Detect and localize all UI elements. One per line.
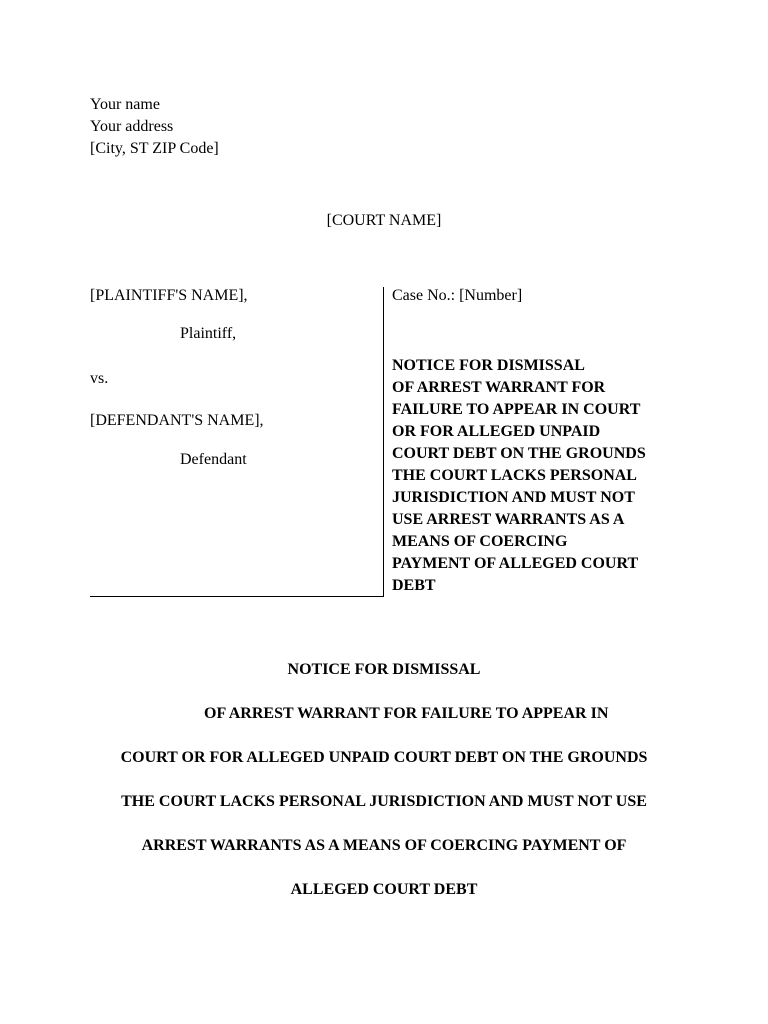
plaintiff-name: [PLAINTIFF'S NAME], xyxy=(90,287,248,304)
caption-title-line: COURT DEBT ON THE GROUNDS xyxy=(392,445,646,462)
case-number: Case No.: [Number] xyxy=(392,287,523,304)
caption-title-line: FAILURE TO APPEAR IN COURT xyxy=(392,401,641,418)
sender-city-line: [City, ST ZIP Code] xyxy=(90,140,219,157)
versus-label: vs. xyxy=(90,370,109,387)
caption-horizontal-divider xyxy=(90,596,384,597)
sender-address: Your address xyxy=(90,118,174,135)
caption-title-line: MEANS OF COERCING xyxy=(392,533,568,550)
document-title-line: ARREST WARRANTS AS A MEANS OF COERCING PAYMENT OF xyxy=(141,837,627,854)
caption-title-line: DEBT xyxy=(392,577,436,594)
defendant-name: [DEFENDANT'S NAME], xyxy=(90,412,264,429)
document-title-line: NOTICE FOR DISMISSAL xyxy=(287,661,481,678)
caption-title-line: USE ARREST WARRANTS AS A xyxy=(392,511,625,528)
document-title-line: COURT OR FOR ALLEGED UNPAID COURT DEBT ON THE GROUNDS xyxy=(120,749,648,766)
document-title-line: OF ARREST WARRANT FOR FAILURE TO APPEAR IN xyxy=(204,705,609,722)
document-title-line: THE COURT LACKS PERSONAL JURISDICTION AND MUST NOT USE xyxy=(121,793,647,810)
caption-title-line: THE COURT LACKS PERSONAL xyxy=(392,467,637,484)
document-title-line: ALLEGED COURT DEBT xyxy=(290,881,478,898)
caption-vertical-divider xyxy=(383,287,384,596)
caption-title-line: OR FOR ALLEGED UNPAID xyxy=(392,423,601,440)
sender-name: Your name xyxy=(90,96,160,113)
caption-title-line: OF ARREST WARRANT FOR xyxy=(392,379,606,396)
court-name: [COURT NAME] xyxy=(326,212,442,229)
caption-title-line: JURISDICTION AND MUST NOT xyxy=(392,489,635,506)
plaintiff-role: Plaintiff, xyxy=(180,325,237,342)
caption-title-line: PAYMENT OF ALLEGED COURT xyxy=(392,555,639,572)
defendant-role: Defendant xyxy=(180,451,247,468)
caption-title xyxy=(392,355,646,597)
caption-title-line: NOTICE FOR DISMISSAL xyxy=(392,357,585,374)
sender-block xyxy=(90,94,219,160)
